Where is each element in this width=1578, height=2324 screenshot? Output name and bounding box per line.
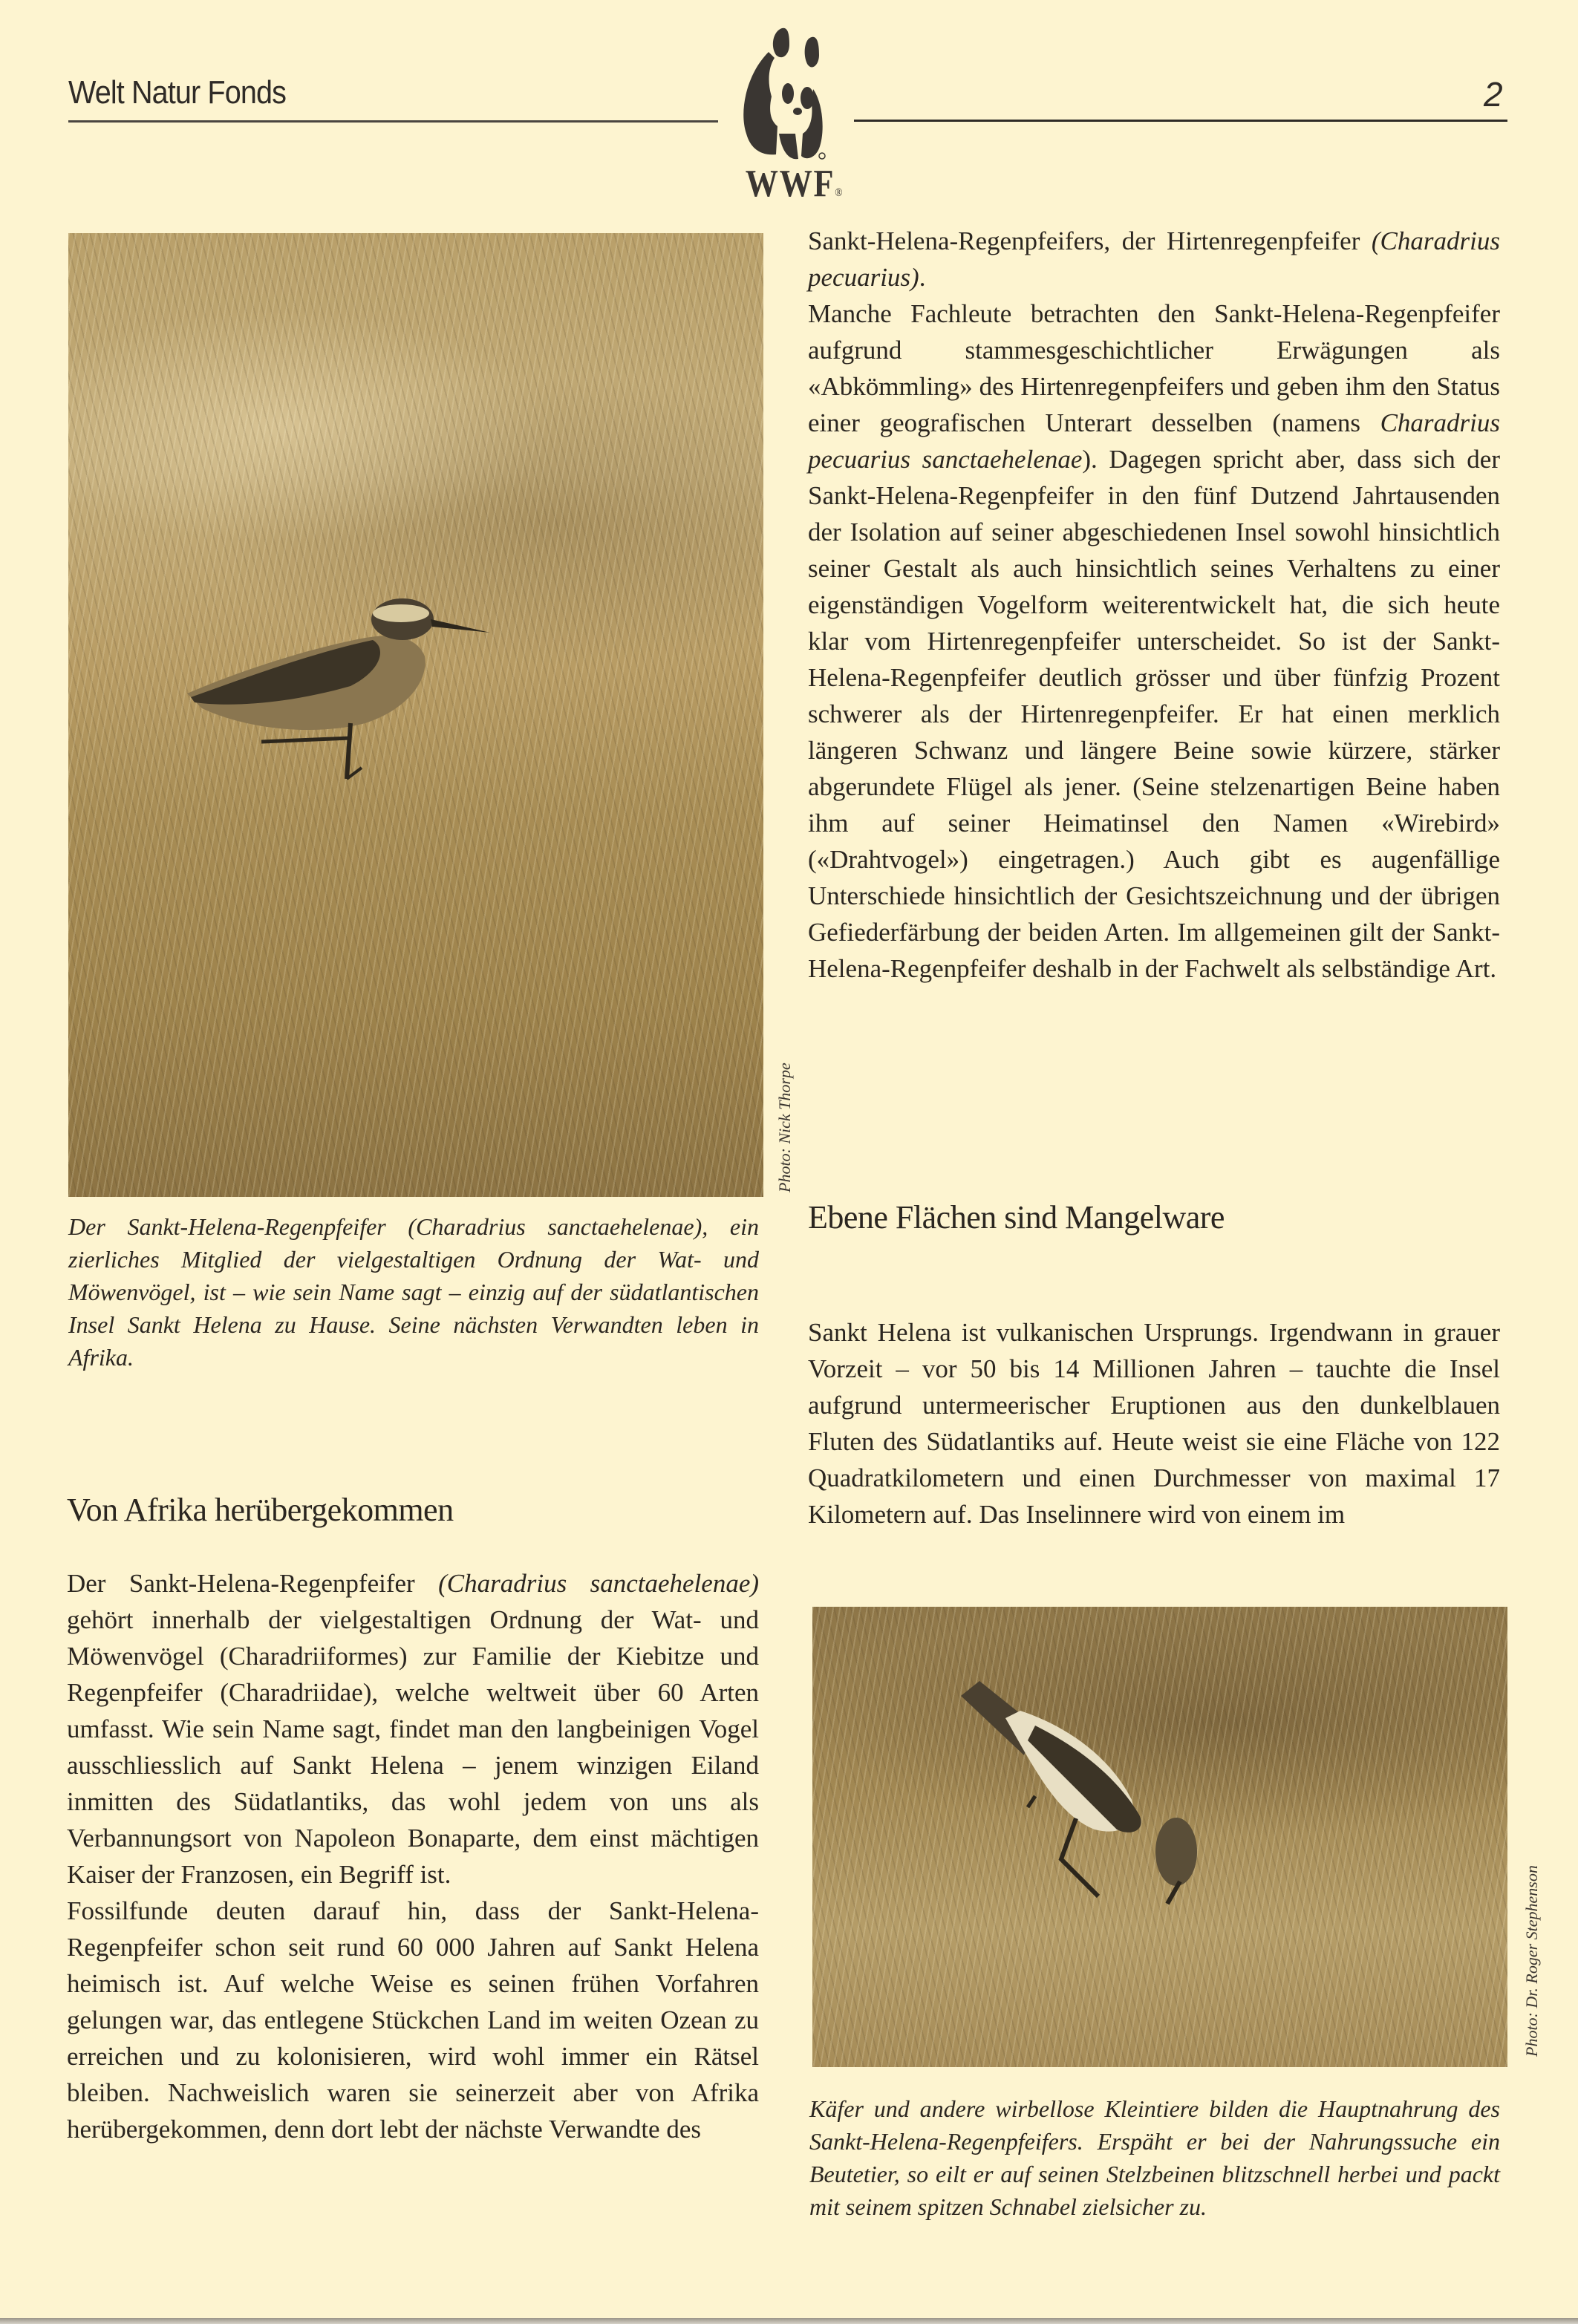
photo-credit: Photo: Dr. Roger Stephenson [1522, 1865, 1541, 2057]
article-column-right-top [808, 223, 1500, 987]
section-heading: Von Afrika herübergekommen [67, 1492, 454, 1528]
registered-mark: ® [835, 186, 844, 199]
bird-standing-illustration [68, 233, 763, 1197]
photo-caption: Der Sankt-Helena-Regenpfeifer (Charadrius sanctaehelenae), ein zierliches Mitglied der vielgestaltigen Ordnung der Wat- und Möwenvögel, ist – wie sein Name sagt – einzig auf der südatlantischen Insel Sankt Helena zu Hause. Seine nächsten Verwandten leben in Afrika. [68, 1213, 759, 1371]
bird-foraging-illustration [812, 1607, 1507, 2067]
wwf-wordmark [738, 162, 852, 206]
paragraph: Sankt-Helena-Regenpfeifers, der Hirtenregenpfeifer (Charadrius pecuarius). [808, 226, 1500, 292]
species-name: Charadrius pecuarius sanctaehelenae [808, 408, 1500, 474]
scan-page-edge [0, 2318, 1578, 2324]
paragraph: Der Sankt-Helena-Regenpfeifer (Charadrius sanctaehelenae) gehört innerhalb der vielgestaltigen Ordnung der Wat- und Möwenvögel (Charadriiformes) zur Familie der Kiebitze und Regenpfeifer (Charadriidae), welche weltweit über 60 Arten umfasst. Wie sein Name sagt, findet man den langbeinigen Vogel ausschliesslich auf Sankt Helena – jenem winzigen Eiland inmitten des Südatlantiks, das wohl jedem von uns als Verbannungsort von Napoleon Bonaparte, dem einst mächtigen Kaiser der Franzosen, ein Begriff ist. [67, 1569, 760, 1889]
article-column-left-body [67, 1565, 759, 2147]
header-rule-right [854, 120, 1507, 122]
page-number: 2 [1484, 75, 1503, 114]
photo-plover-standing [68, 233, 763, 1197]
organization-name: Welt Natur Fonds [68, 74, 286, 111]
panda-logo-icon [724, 22, 858, 163]
article-column-right-body [808, 1314, 1500, 1533]
wwf-text: WWF [745, 163, 835, 205]
photo-plover-foraging [812, 1607, 1507, 2067]
paragraph: Fossilfunde deuten darauf hin, dass der Sankt-Helena-Regenpfeifer schon seit rund 60 000 Jahren auf Sankt Helena heimisch ist. Auf welche Weise es seinen frühen Vorfahren gelungen war, das entlegene Stückchen Land im weiten Ozean zu erreichen und zu kolonisieren, wird wohl immer ein Rätsel bleiben. Nachweislich waren sie seinerzeit aber von Afrika herübergekommen, denn dort lebt der nächste Verwandte des [67, 1896, 759, 2144]
section-heading: Ebene Flächen sind Mangelware [808, 1199, 1225, 1236]
paragraph: Manche Fachleute betrachten den Sankt-Helena-Regenpfeifer aufgrund stammesgeschichtlicher Erwägungen als «Abkömmling» des Hirtenregenpfeifers und geben ihm den Status einer geografischen Unterart desselben (namens Charadrius pecuarius sanctaehelenae). Dagegen spricht aber, dass sich der Sankt-Helena-Regenpfeifer in den fünf Dutzend Jahrtausenden der Isolation auf seiner abgeschiedenen Insel sowohl hinsichtlich seiner Gestalt als auch hinsichtlich seines Verhaltens zu einer eigenständigen Vogelform weiterentwickelt hat, die sich heute klar vom Hirtenregenpfeifer unterscheidet. So ist der Sankt-Helena-Regenpfeifer deutlich grösser und über fünfzig Prozent schwerer als der Hirtenregenpfeifer. Er hat einen merklich längeren Schwanz und längere Beine sowie kürzere, stärker abgerundete Flügel als jener. (Seine stelzenartigen Beine haben ihm auf seiner Heimatinsel den Namen «Wirebird» («Drahtvogel») eingetragen.) Auch gibt es augenfällige Unterschiede hinsichtlich der Gesichtszeichnung und der übrigen Gefiederfärbung der beiden Arten. Im allgemeinen gilt der Sankt-Helena-Regenpfeifer deshalb in der Fachwelt als selbständige Art. [808, 299, 1500, 983]
photo-credit: Photo: Nick Thorpe [775, 1063, 794, 1192]
species-name: (Charadrius sanctaehelenae) [438, 1569, 760, 1598]
paragraph: Sankt Helena ist vulkanischen Ursprungs. Irgendwann in grauer Vorzeit – vor 50 bis 14 Millionen Jahren – tauchte die Insel aufgrund untermeerischer Eruptionen aus den dunkelblauen Fluten des Südatlantiks auf. Heute weist sie eine Fläche von 122 Quadratkilometern und einen Durchmesser von maximal 17 Kilometern auf. Das Inselinnere wird von einem im [808, 1318, 1500, 1529]
photo-caption: Käfer und andere wirbellose Kleintiere bilden die Hauptnahrung des Sankt-Helena-Regenpfeifers. Erspäht er bei der Nahrungssuche ein Beutetier, so eilt er auf seinen Stelzbeinen blitzschnell herbei und packt mit seinem spitzen Schnabel zielsicher zu. [809, 2095, 1500, 2220]
species-name: (Charadrius pecuarius) [808, 226, 1500, 292]
header-rule-left [68, 120, 718, 123]
